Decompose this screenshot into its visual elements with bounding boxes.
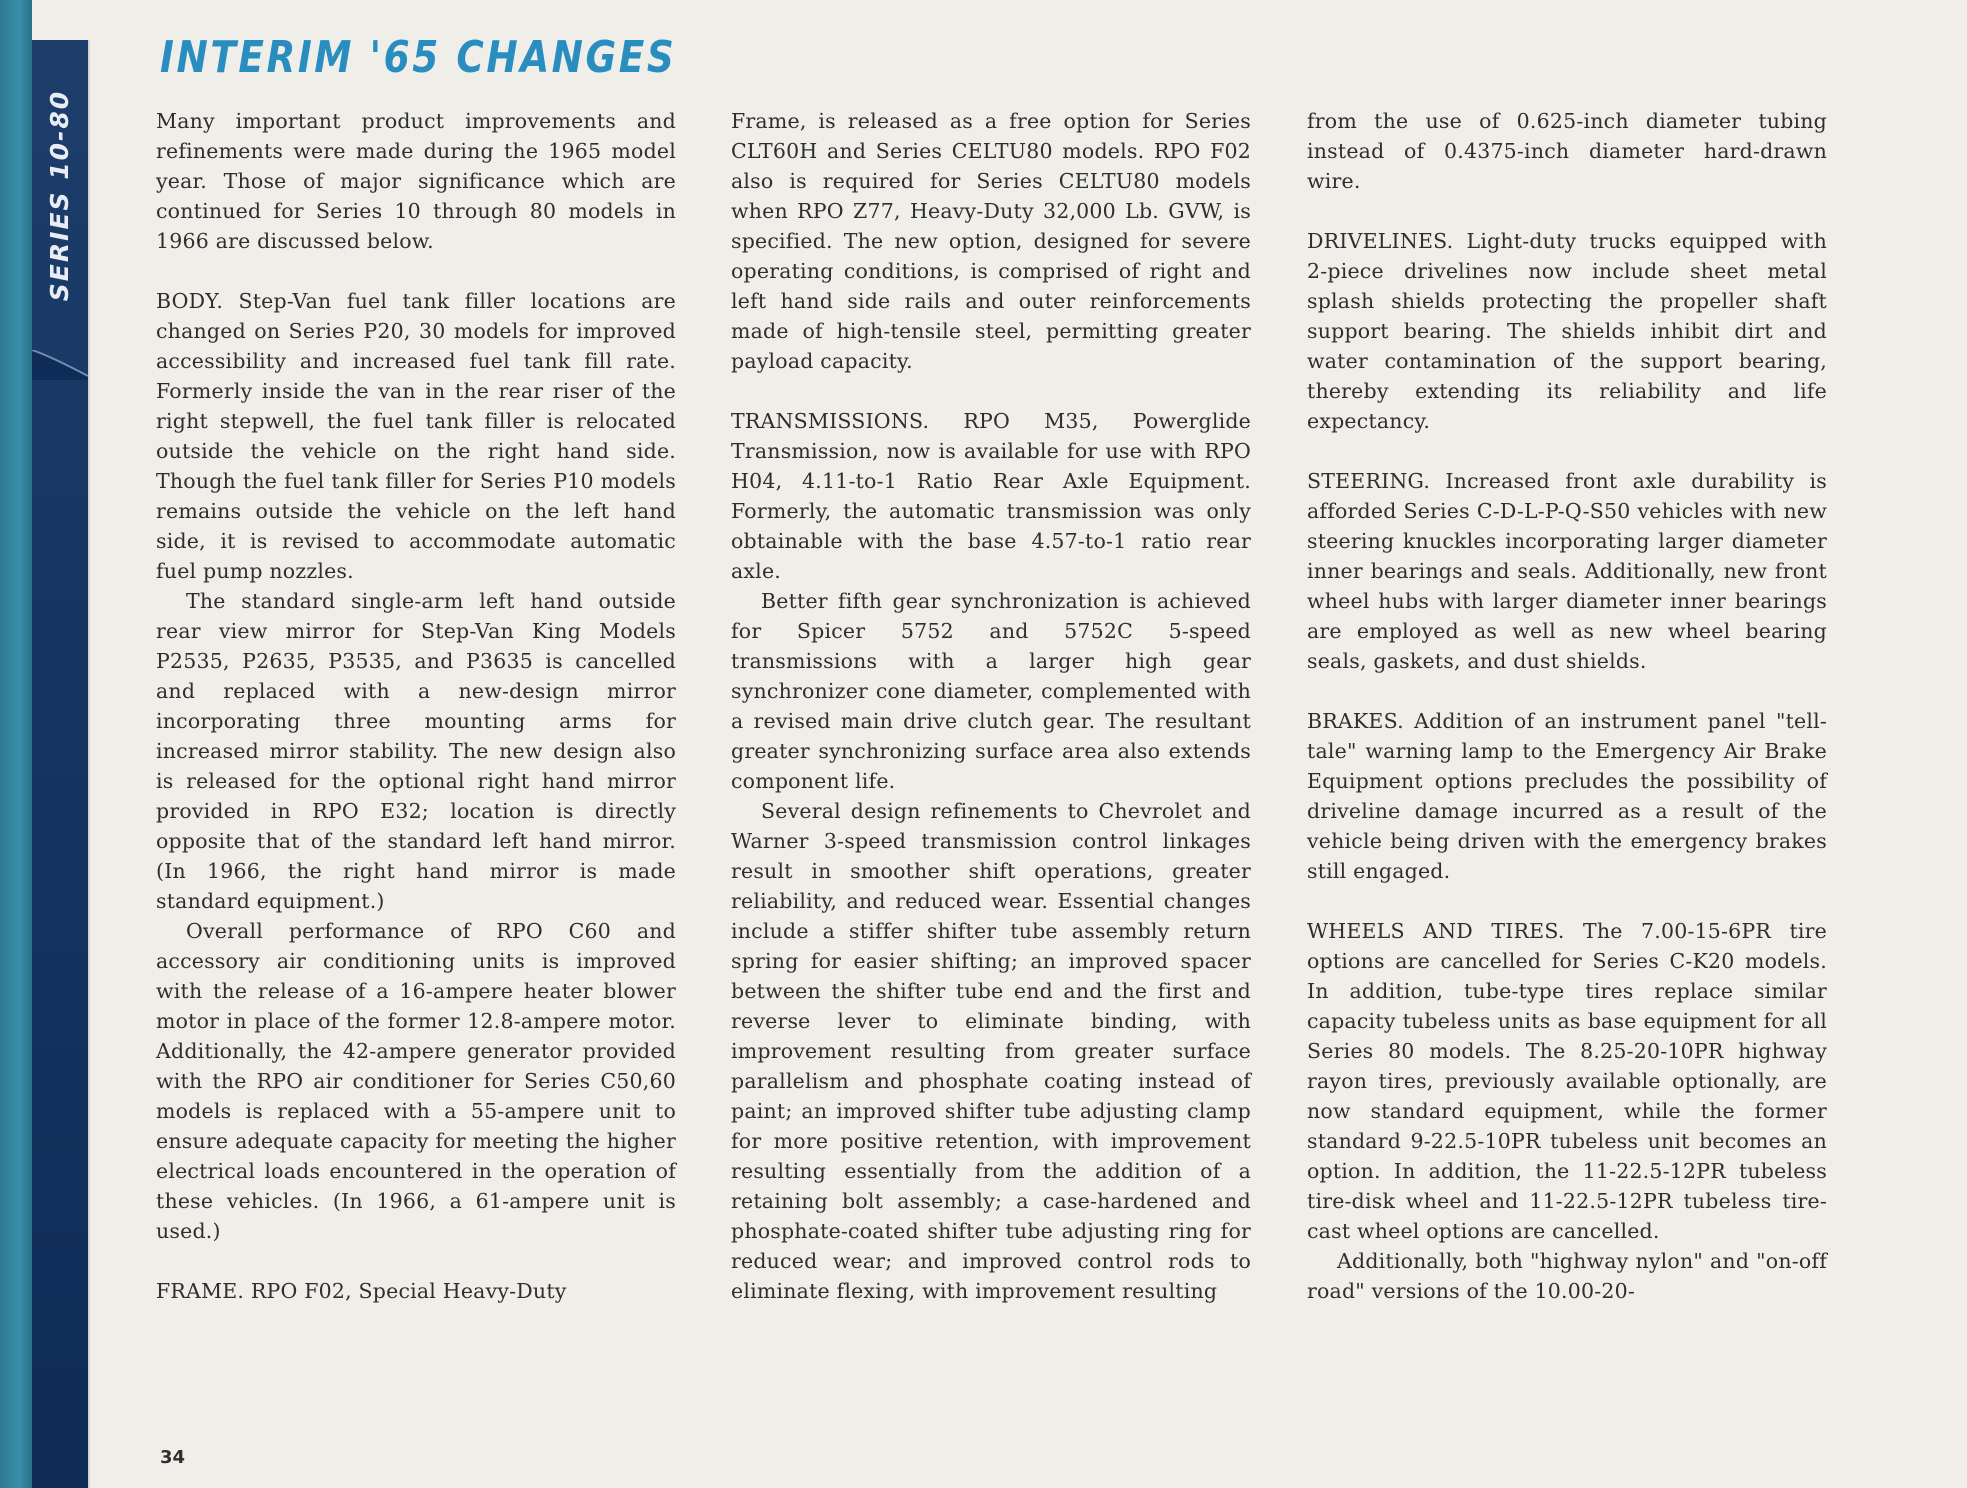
paragraph: The standard single-arm left hand outside rear view mirror for Step-Van King Models P2535, P2635, P3535, and P3635 is cancelled and replaced with a new-design mirror incorporating three mounting arms for increased mirror stability. The new design also is released for the optional right hand mirror provided in RPO E32; location is directly opposite that of the standard left hand mirror. (In 1966, the right hand mirror is made standard equipment.): [156, 589, 676, 913]
text-column-3: [1307, 106, 1827, 1306]
paragraph: BRAKES. Addition of an instrument panel "tell-tale" warning lamp to the Emergency Air Brake Equipment options precludes the possibility of driveline damage incurred as a result of the vehicle being driven with the emergency brakes still engaged.: [1307, 709, 1827, 883]
binding-spine: [0, 0, 32, 1488]
page-title: INTERIM '65 CHANGES: [160, 32, 677, 83]
tab-notch-icon: [32, 350, 88, 380]
paragraph: STEERING. Increased front axle durability is afforded Series C-D-L-P-Q-S50 vehicles with new steering knuckles incorporating larger diameter inner bearings and seals. Additionally, new front wheel hubs with larger diameter inner bearings are employed as well as new wheel bearing seals, gaskets, and dust shields.: [1307, 469, 1827, 673]
page-number: 34: [160, 1447, 186, 1468]
paragraph: BODY. Step-Van fuel tank filler locations are changed on Series P20, 30 models for improved accessibility and increased fuel tank fill rate. Formerly inside the van in the rear riser of the right stepwell, the fuel tank filler is relocated outside the vehicle on the right hand side. Though the fuel tank filler for Series P10 models remains outside the vehicle on the left hand side, it is revised to accommodate automatic fuel pump nozzles.: [156, 289, 676, 583]
paragraph: DRIVELINES. Light-duty trucks equipped with 2-piece drivelines now include sheet metal splash shields protecting the propeller shaft support bearing. The shields inhibit dirt and water contamination of the support bearing, thereby extending its reliability and life expectancy.: [1307, 229, 1827, 433]
paragraph: from the use of 0.625-inch diameter tubing instead of 0.4375-inch diameter hard-drawn wire.: [1307, 109, 1827, 193]
paragraph: Many important product improvements and refinements were made during the 1965 model year. Those of major significance which are continued for Series 10 through 80 models in 1966 are discussed below.: [156, 109, 676, 253]
paragraph: WHEELS AND TIRES. The 7.00-15-6PR tire options are cancelled for Series C-K20 models. In addition, tube-type tires replace similar capacity tubeless units as base equipment for all Series 80 models. The 8.25-20-10PR highway rayon tires, previously available optionally, are now standard equipment, while the former standard 9-22.5-10PR tubeless unit becomes an option. In addition, the 11-22.5-12PR tubeless tire-disk wheel and 11-22.5-12PR tubeless tire-cast wheel options are cancelled.: [1307, 919, 1827, 1243]
paragraph: Additionally, both "highway nylon" and "on-off road" versions of the 10.00-20-: [1307, 1249, 1827, 1303]
paragraph: TRANSMISSIONS. RPO M35, Powerglide Transmission, now is available for use with RPO H04, 4.11-to-1 Ratio Rear Axle Equipment. Formerly, the automatic transmission was only obtainable with the base 4.57-to-1 ratio rear axle.: [731, 409, 1251, 583]
tab-label-text: SERIES 10-80: [45, 89, 75, 301]
paragraph: Several design refinements to Chevrolet and Warner 3-speed transmission control linkages result in smoother shift operations, greater reliability, and reduced wear. Essential changes include a stiffer shifter tube assembly return spring for easier shifting; an improved spacer between the shifter tube end and the first and reverse lever to eliminate binding, with improvement resulting from greater surface parallelism and phosphate coating instead of paint; an improved shifter tube adjusting clamp for more positive retention, with improvement resulting essentially from the addition of a retaining bolt assembly; a case-hardened and phosphate-coated shifter tube adjusting ring for reduced wear; and improved control rods to eliminate flexing, with improvement resulting: [731, 799, 1251, 1303]
text-column-2: [731, 106, 1251, 1306]
paragraph: FRAME. RPO F02, Special Heavy-Duty: [156, 1279, 567, 1303]
paragraph: Overall performance of RPO C60 and accessory air conditioning units is improved with the release of a 16-ampere heater blower motor in place of the former 12.8-ampere motor. Additionally, the 42-ampere generator provided with the RPO air conditioner for Series C50,60 models is replaced with a 55-ampere unit to ensure adequate capacity for meeting the higher electrical loads encountered in the operation of these vehicles. (In 1966, a 61-ampere unit is used.): [156, 919, 676, 1243]
text-column-1: [156, 106, 676, 1306]
paragraph: Frame, is released as a free option for Series CLT60H and Series CELTU80 models. RPO F02 also is required for Series CELTU80 models when RPO Z77, Heavy-Duty 32,000 Lb. GVW, is specified. The new option, designed for severe operating conditions, is comprised of right and left hand side rails and outer reinforcements made of high-tensile steel, permitting greater payload capacity.: [731, 109, 1251, 373]
paragraph: Better fifth gear synchronization is achieved for Spicer 5752 and 5752C 5-speed transmissions with a larger high gear synchronizer cone diameter, complemented with a revised main drive clutch gear. The resultant greater synchronizing surface area also extends component life.: [731, 589, 1251, 793]
section-tab-label: [38, 90, 82, 300]
